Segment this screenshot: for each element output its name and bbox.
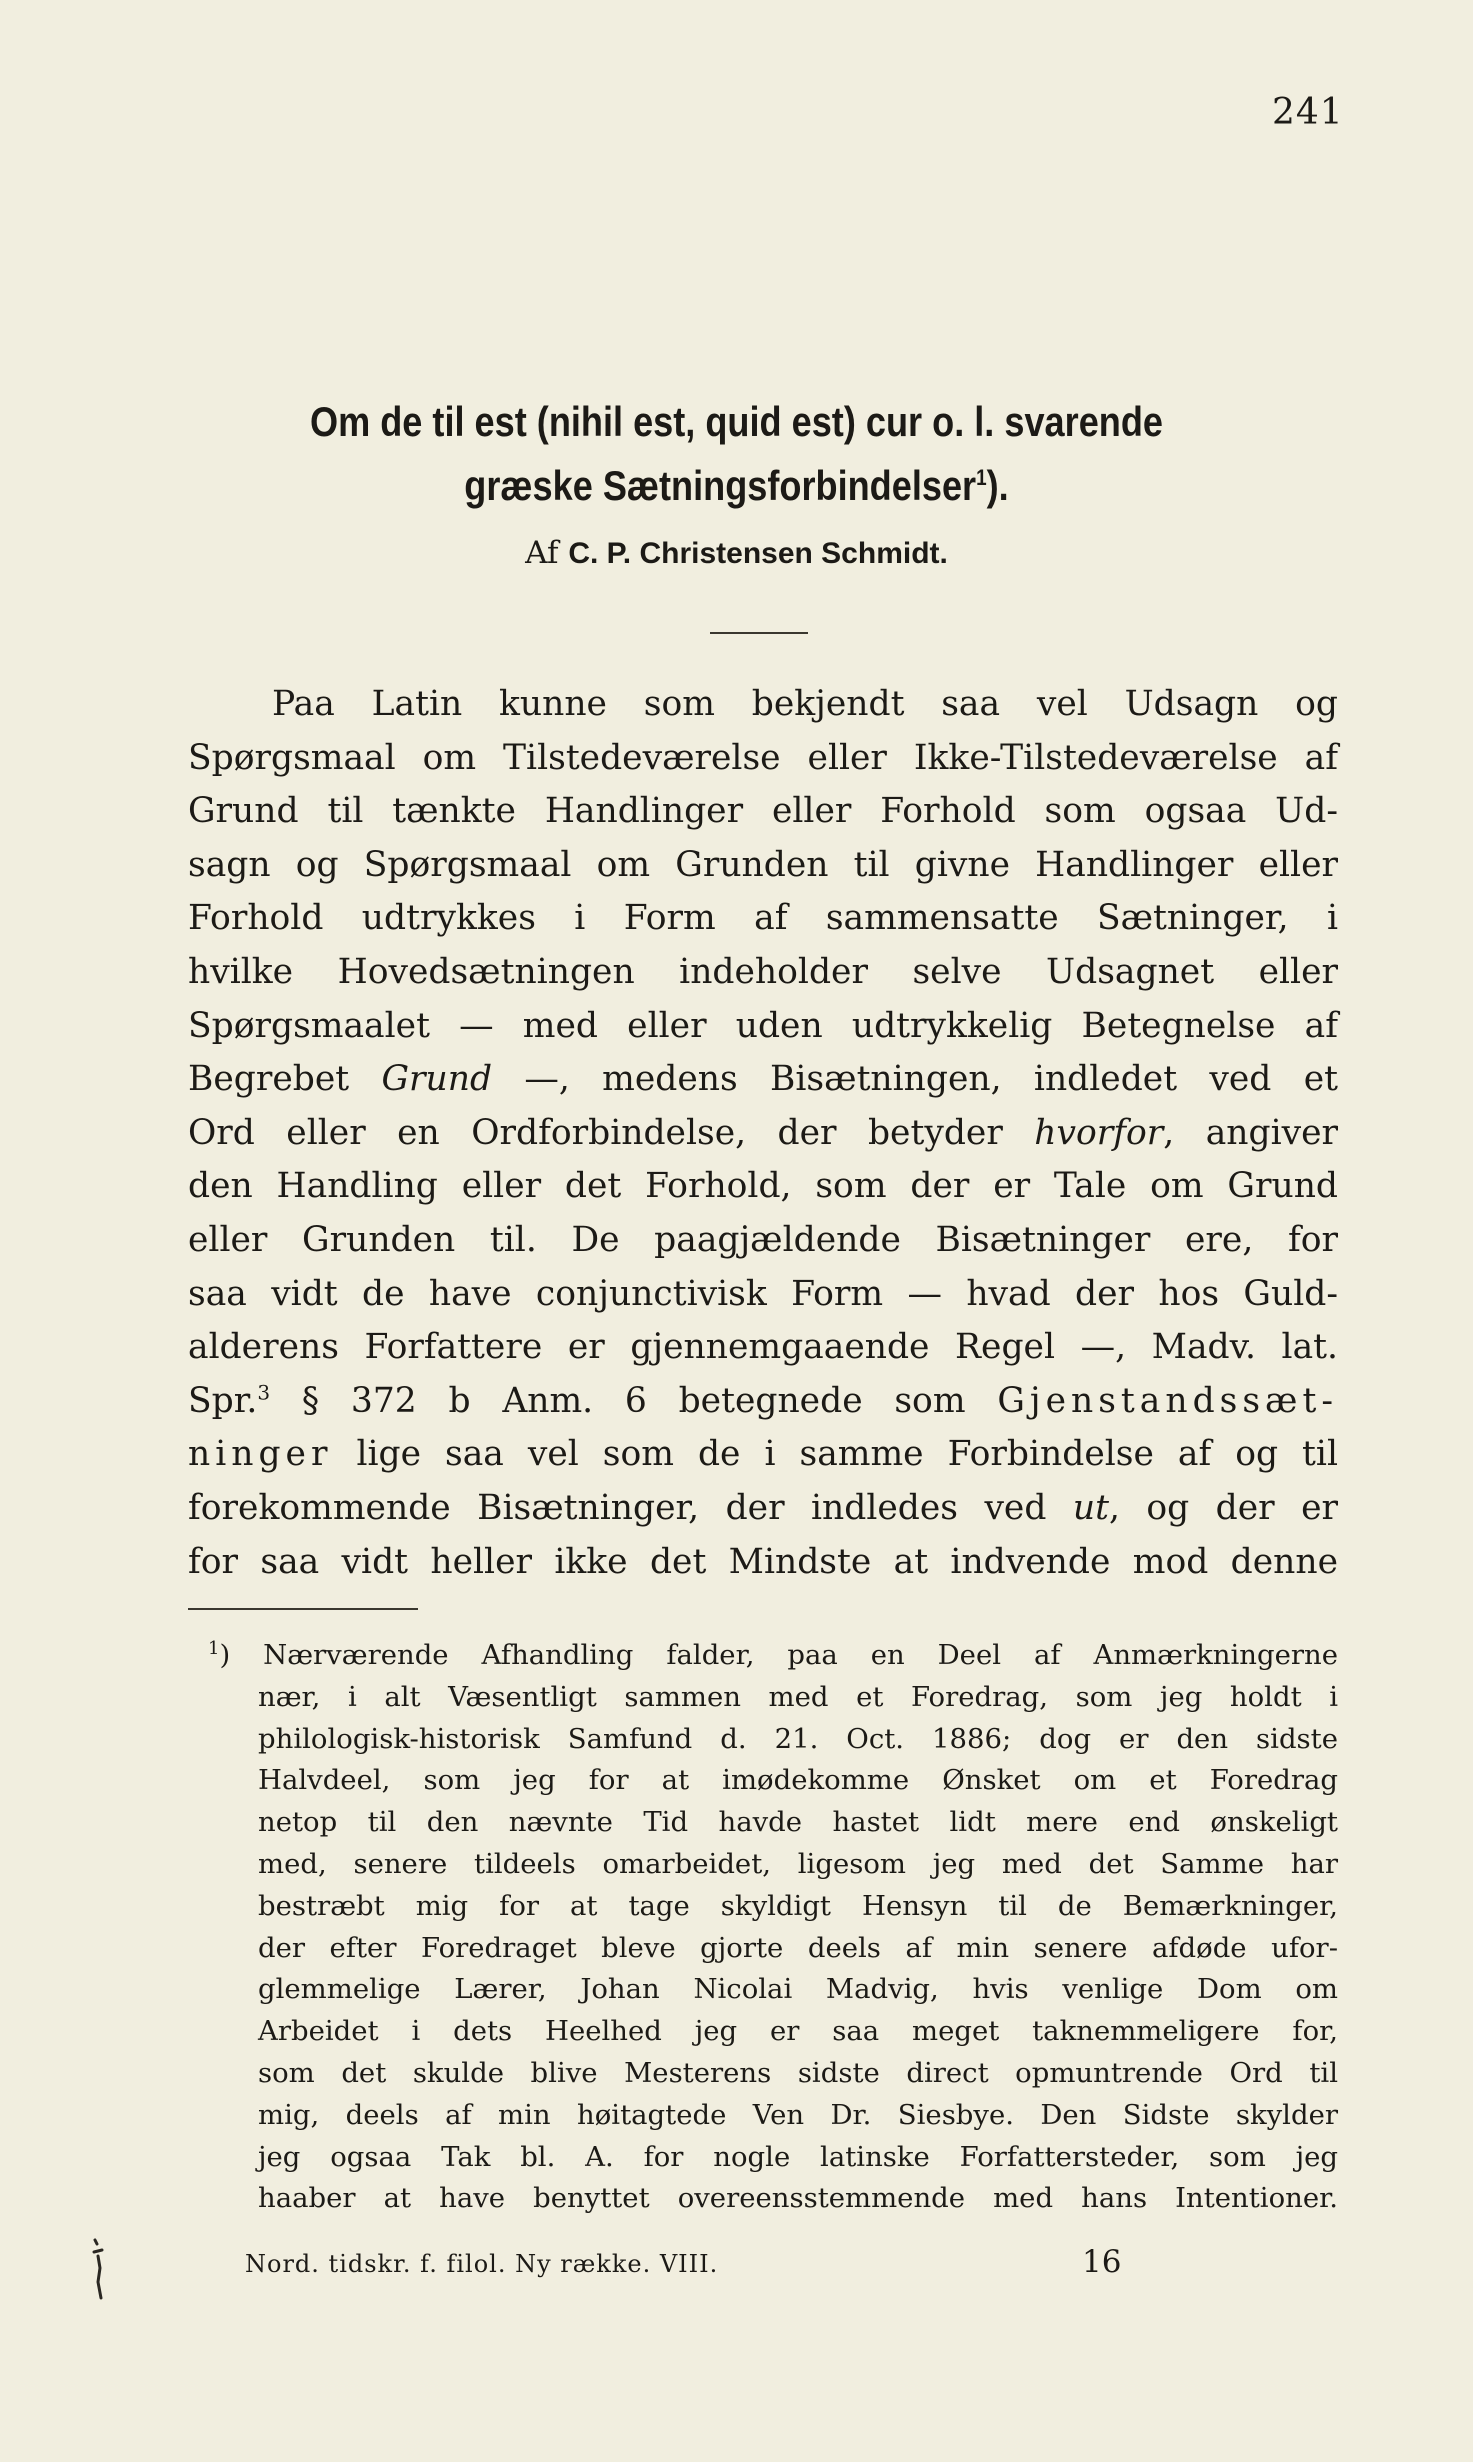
margin-ink-mark-icon	[92, 2238, 108, 2308]
footnote	[188, 1635, 1338, 2220]
body-text-run: § 372 b Anm. 6 betegnede som	[301, 1380, 966, 1421]
footnote-line: jeg ogsaa Tak bl. A. for nogle latinske Forfattersteder, som jeg	[258, 2140, 1338, 2173]
footnote-line: mig, deels af min høitagtede Ven Dr. Siesbye. Den Sidste skylder	[258, 2098, 1338, 2131]
footnote-line: med, senere tildeels omarbeidet, ligesom jeg med det Samme har	[258, 1847, 1338, 1880]
body-line: alderens Forfattere er gjennemgaaende Regel —, Madv. lat.	[188, 1327, 1338, 1368]
body-text-run: Ord eller en Ordforbindelse, der betyder	[188, 1112, 1003, 1153]
body-text-run: Begrebet	[188, 1059, 350, 1100]
body-line	[188, 1107, 1338, 1161]
body-line: Forhold udtrykkes i Form af sammensatte Sætninger, i	[188, 898, 1338, 939]
footnote-line: Arbeidet i dets Heelhed jeg er saa meget taknemmeligere for,	[258, 2015, 1338, 2048]
article-title	[215, 390, 1258, 518]
body-text-run: —, medens Bisætningen, indledet ved et	[524, 1059, 1338, 1100]
footnote-line: som det skulde blive Mesterens sidste direct opmuntrende Ord til	[258, 2056, 1338, 2089]
body-line: eller Grunden til. De paagjældende Bisætninger ere, for	[188, 1219, 1338, 1260]
footnote-line: Halvdeel, som jeg for at imødekomme Ønsket om et Foredrag	[258, 1764, 1338, 1797]
body-text-run: , og der er	[1108, 1487, 1338, 1528]
spaced-term: Gjenstandssæt-	[997, 1380, 1339, 1421]
footnote-marker: 1	[208, 1637, 220, 1659]
footnote-text-run: Nærværende Afhandling falder, paa en Deel af Anmærkningerne	[263, 1639, 1338, 1671]
footnote-line: bestræbt mig for at tage skyldigt Hensyn til de Bemærkninger,	[258, 1889, 1338, 1922]
footnote-rule	[188, 1608, 418, 1610]
footnote-line: netop til den nævnte Tid havde hastet lidt mere end ønskeligt	[258, 1806, 1338, 1839]
italic-term-grund: Grund	[381, 1059, 493, 1100]
body-text-run: lige saa vel som de i samme Forbindelse af og til	[356, 1434, 1338, 1475]
title-line-2-end: ).	[986, 462, 1009, 509]
body-text-run: , angiver	[1163, 1112, 1338, 1153]
body-line: saa vidt de have conjunctivisk Form — hvad der hos Guld-	[188, 1273, 1338, 1314]
title-line-2-text: græske Sætningsforbindelser	[464, 462, 977, 509]
footnote-line: $^1$) Nærværende Afhandling falder, paa en Deel af Anmærkningerne	[208, 1637, 1338, 1671]
body-line: Spørgsmaal om Tilstedeværelse eller Ikke-Tilstedeværelse af	[188, 737, 1338, 778]
body-line: Paa Latin kunne som bekjendt saa vel Udsagn og	[272, 684, 1338, 724]
spaced-term: ninger	[188, 1434, 333, 1475]
edition-superscript: 3	[257, 1380, 271, 1405]
italic-term-ut: ut	[1072, 1487, 1109, 1528]
body-text-run: Spr.	[188, 1380, 258, 1421]
byline	[0, 535, 1473, 571]
body-line: sagn og Spørgsmaal om Grunden til givne Handlinger eller	[188, 844, 1338, 885]
footnote-line: der efter Foredraget bleve gjorte deels af min senere afdøde ufor-	[258, 1931, 1338, 1964]
page-number: 241	[1272, 92, 1344, 133]
title-line-2	[215, 454, 1258, 518]
printer-signature: Nord. tidskr. f. filol. Ny række. VIII.	[245, 2250, 719, 2278]
body-line	[188, 1053, 1338, 1107]
body-line	[188, 1428, 1338, 1482]
italic-term-hvorfor: hvorfor	[1034, 1112, 1164, 1153]
body-line: hvilke Hovedsætningen indeholder selve Udsagnet eller	[188, 951, 1338, 992]
author-name: C. P. Christensen Schmidt.	[568, 537, 948, 570]
footnote-line: haaber at have benyttet overeensstemmende med hans Intentioner.	[258, 2182, 1338, 2215]
title-footnote-ref[interactable]: 1	[976, 465, 987, 490]
body-line: den Handling eller det Forhold, som der er Tale om Grund	[188, 1166, 1338, 1207]
body-text	[188, 678, 1338, 1589]
body-line	[188, 1375, 1338, 1429]
title-rule	[710, 632, 808, 634]
body-line: Grund til tænkte Handlinger eller Forhold som ogsaa Ud-	[188, 791, 1338, 832]
sheet-number: 16	[1082, 2244, 1122, 2280]
body-line: for saa vidt heller ikke det Mindste at indvende mod denne	[188, 1541, 1338, 1582]
body-line	[188, 1482, 1338, 1536]
footnote-line: nær, i alt Væsentligt sammen med et Foredrag, som jeg holdt i	[258, 1680, 1338, 1713]
byline-prefix: Af	[525, 535, 559, 571]
title-line-1: Om de til est (nihil est, quid est) cur o. l. svarende	[309, 398, 1164, 445]
footnote-line: glemmelige Lærer, Johan Nicolai Madvig, hvis venlige Dom om	[258, 1973, 1338, 2006]
body-line: Spørgsmaalet — med eller uden udtrykkelig Betegnelse af	[188, 1005, 1338, 1046]
body-text-run: forekommende Bisætninger, der indledes ved	[188, 1487, 1047, 1528]
footnote-line: philologisk-historisk Samfund d. 21. Oct. 1886; dog er den sidste	[258, 1722, 1338, 1755]
